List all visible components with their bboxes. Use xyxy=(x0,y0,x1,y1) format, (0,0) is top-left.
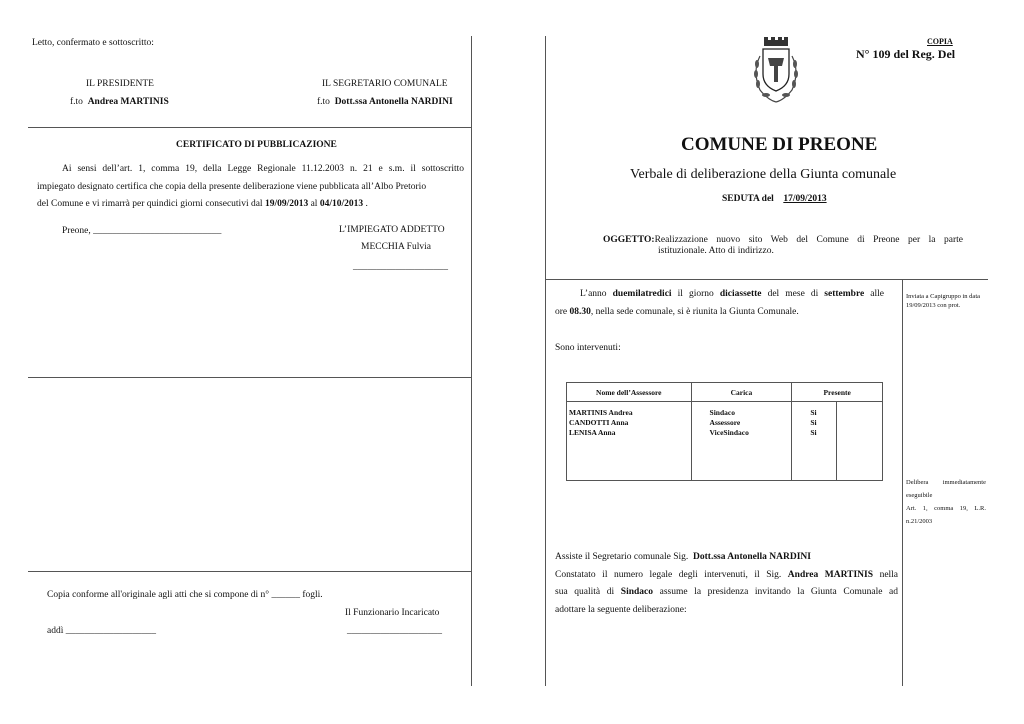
divider xyxy=(28,571,472,572)
table-cell: CANDOTTI Anna xyxy=(569,418,629,427)
delibera-note xyxy=(906,476,986,528)
copia-label: COPIA xyxy=(927,37,953,46)
certificate-line-3: del Comune e vi rimarrà per quindici giorni consecutivi dal 19/09/2013 al 04/10/2013 . xyxy=(37,199,368,209)
clerk-role: L’IMPIEGATO ADDETTO xyxy=(339,225,445,235)
table-header: Nome dell’Assessore xyxy=(567,383,692,402)
seduta-line: SEDUTA del 17/09/2013 xyxy=(722,194,827,204)
municipal-crest-icon xyxy=(748,36,804,108)
divider xyxy=(28,127,472,128)
verbale-subtitle: Verbale di deliberazione della Giunta comunale xyxy=(630,167,897,182)
table-cell: LENISA Anna xyxy=(569,428,616,437)
closing-line-1: Assiste il Segretario comunale Sig. Dott.ssa Antonella NARDINI xyxy=(555,552,811,562)
secretary-role: IL SEGRETARIO COMUNALE xyxy=(322,79,448,89)
copy-line: Copia conforme all'originale agli atti che si compone di n° ______ fogli. xyxy=(47,590,323,600)
intro-line-1: L’anno duemilatredici il giorno diciassette del mese di settembre alle xyxy=(580,289,884,299)
date-line: addì ___________________ xyxy=(47,626,156,636)
delibera-note-line: eseguibile xyxy=(906,492,933,499)
delibera-note-line: Delibera immediatamente xyxy=(906,479,986,486)
capigruppo-note-line: Inviata a Capigruppo in data xyxy=(906,293,981,300)
left-vertical-rule xyxy=(471,36,472,686)
clerk-signature-line: ____________________ xyxy=(353,262,448,272)
comune-title: COMUNE DI PREONE xyxy=(681,134,878,155)
divider xyxy=(545,279,988,280)
divider xyxy=(28,377,472,378)
certificate-line-2: impiegato designato certifica che copia della presente deliberazione viene pubblicata all’Albo Pretorio xyxy=(37,182,427,192)
oggetto-block xyxy=(603,235,963,256)
intervenuti-label: Sono intervenuti: xyxy=(555,343,621,353)
secretary-signature: f.to Dott.ssa Antonella NARDINI xyxy=(317,97,453,107)
clerk-name: MECCHIA Fulvia xyxy=(361,242,431,252)
table-cell: Si xyxy=(810,428,817,437)
assessore-names xyxy=(567,402,692,481)
president-role: IL PRESIDENTE xyxy=(86,79,154,89)
certificate-title: CERTIFICATO DI PUBBLICAZIONE xyxy=(176,140,337,150)
official-signature-line: ____________________ xyxy=(347,626,442,636)
certificate-line-1: Ai sensi dell’art. 1, comma 19, della Legge Regionale 11.12.2003 n. 21 e s.m. il sottoscritto xyxy=(62,164,464,174)
right-vertical-rule xyxy=(545,36,546,686)
margin-vertical-rule xyxy=(902,279,903,686)
president-signature: f.to Andrea MARTINIS xyxy=(70,97,169,107)
table-header: Presente xyxy=(792,383,883,402)
table-cell: ViceSindaco xyxy=(709,428,749,437)
table-cell: Si xyxy=(810,408,817,417)
assessore-roles xyxy=(691,402,792,481)
capigruppo-note xyxy=(906,292,988,310)
intro-line-2: ore 08.30, nella sede comunale, si è riunita la Giunta Comunale. xyxy=(555,307,799,317)
table-header-row xyxy=(567,383,883,402)
delibera-note-line: Art. 1, comma 19, L.R. xyxy=(906,505,986,512)
place-line: Preone, ___________________________ xyxy=(62,226,222,236)
confirmed-line: Letto, confermato e sottoscritto: xyxy=(32,38,154,48)
capigruppo-note-line: 19/09/2013 con prot. xyxy=(906,302,961,309)
official-label: Il Funzionario Incaricato xyxy=(345,608,440,618)
table-cell: Si xyxy=(810,418,817,427)
table-cell: Assessore xyxy=(709,418,741,427)
table-header: Carica xyxy=(691,383,792,402)
table-row xyxy=(567,402,883,481)
reg-number: N° 109 del Reg. Del xyxy=(856,47,956,61)
closing-line-3: sua qualità di Sindaco assume la presidenza invitando la Giunta Comunale ad xyxy=(555,587,899,597)
table-cell: MARTINIS Andrea xyxy=(569,408,633,417)
oggetto-line-2: istituzionale. Atto di indirizzo. xyxy=(658,246,774,256)
oggetto-line-1: OGGETTO:Realizzazione nuovo sito Web del Comune di Preone per la parte xyxy=(603,235,963,245)
assessore-presence xyxy=(792,402,837,481)
assessori-table xyxy=(566,382,883,481)
closing-line-4: adottare la seguente deliberazione: xyxy=(555,605,687,615)
delibera-note-line: n.21/2003 xyxy=(906,518,933,525)
closing-line-2: Constatato il numero legale degli intervenuti, il Sig. Andrea MARTINIS nella xyxy=(555,570,899,580)
table-cell xyxy=(837,402,883,481)
table-cell: Sindaco xyxy=(709,408,735,417)
